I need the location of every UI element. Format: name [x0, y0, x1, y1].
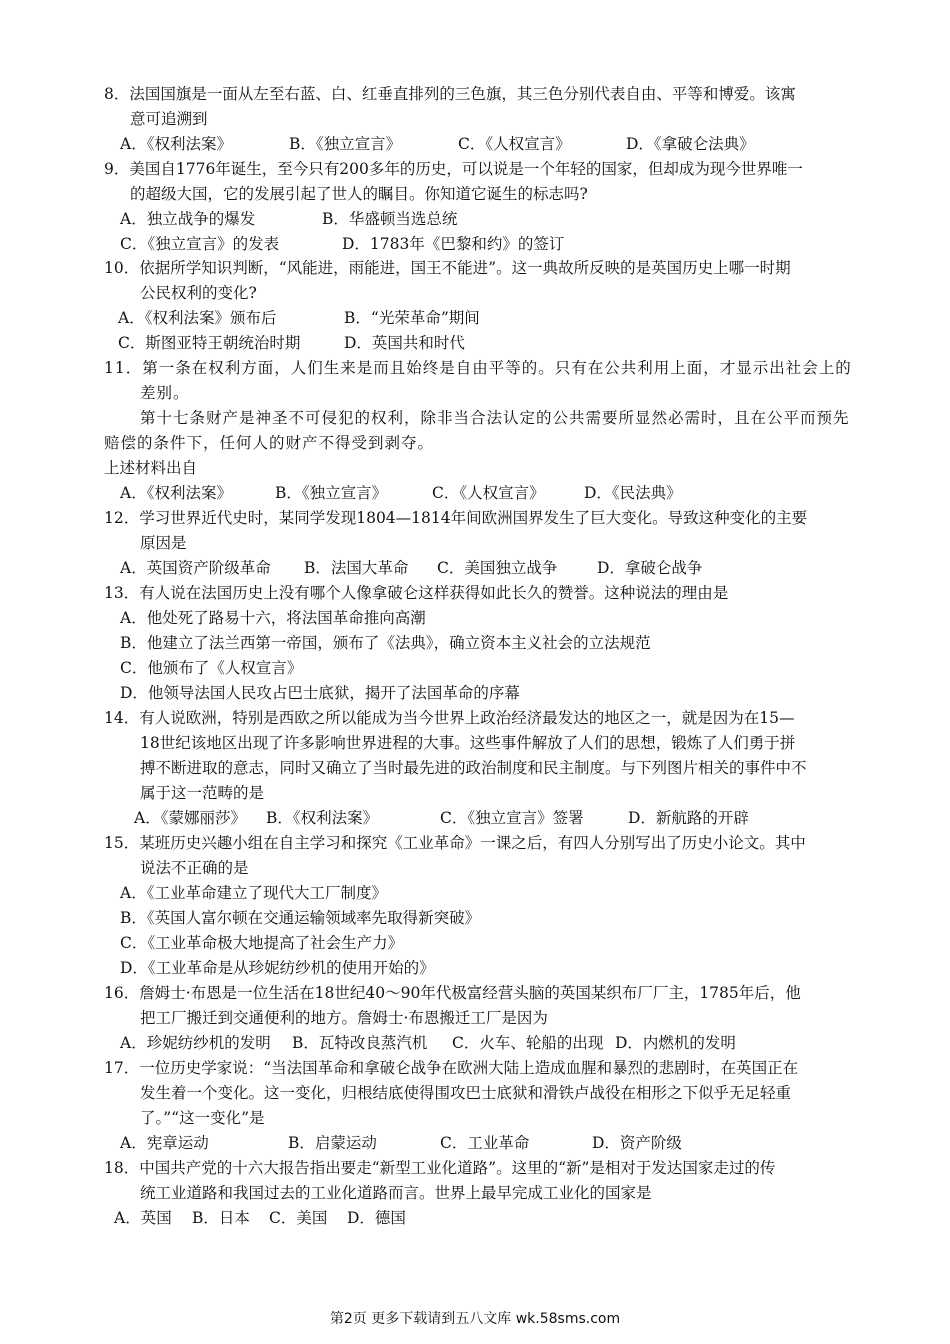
q9-option-d: D．1783年《巴黎和约》的签订 [342, 235, 565, 253]
q17-option-a: A．宪章运动 [120, 1134, 209, 1152]
q17-stem-2: 发生着一个变化。这一变化，归根结底使得围攻巴士底狱和滑铁卢战役在相形之下似乎无足轻重 [140, 1084, 792, 1102]
q10-stem-1: 10．依据所学知识判断，“风能进，雨能进，国王不能进”。这一典故所反映的是英国历史上哪一时期 [104, 259, 791, 277]
q10-option-b: B．“光荣革命”期间 [344, 309, 480, 327]
q18-option-b: B．日本 [192, 1209, 250, 1227]
q15-stem-1: 15．某班历史兴趣小组在自主学习和探究《工业革命》一课之后，有四人分别写出了历史小论文。其中 [104, 834, 806, 852]
q8-option-c: C．《人权宣言》 [458, 135, 571, 153]
q9-option-a: A．独立战争的爆发 [120, 210, 256, 228]
q10-stem-2: 公民权利的变化? [140, 284, 257, 302]
q13-stem-1: 13．有人说在法国历史上没有哪个人像拿破仑这样获得如此长久的赞誉。这种说法的理由是 [104, 584, 729, 602]
page-footer: 第2页 更多下载请到五八文库 wk.58sms.com [329, 1311, 621, 1327]
q15-option-b: B．《英国人富尔顿在交通运输领域率先取得新突破》 [120, 909, 481, 927]
q8-option-d: D．《拿破仑法典》 [626, 135, 755, 153]
q8-option-b: B．《独立宣言》 [289, 135, 402, 153]
q16-option-d: D．内燃机的发明 [615, 1034, 736, 1052]
q11-stem-4: 赔偿的条件下，任何人的财产不得受到剥夺。 [104, 434, 435, 452]
q12-option-c: C．美国独立战争 [437, 559, 558, 577]
q11-option-b: B．《独立宣言》 [275, 484, 388, 502]
q10-option-c: C．斯图亚特王朝统治时期 [118, 334, 301, 352]
q14-stem-3: 搏不断进取的意志，同时又确立了当时最先进的政治制度和民主制度。与下列图片相关的事件中不 [140, 759, 807, 777]
q13-option-a: A．他处死了路易十六，将法国革命推向高潮 [120, 609, 426, 627]
q16-stem-1: 16．詹姆士·布恩是一位生活在18世纪40～90年代极富经营头脑的英国某织布厂厂主，1785年后，他 [104, 984, 801, 1002]
q17-option-d: D．资产阶级 [592, 1134, 682, 1152]
q11-stem-1: 11．第一条在权利方面，人们生来是而且始终是自由平等的。只有在公共利用上面，才显示出社会上的 [104, 359, 852, 377]
q8-stem-1: 8．法国国旗是一面从左至右蓝、白、红垂直排列的三色旗，其三色分别代表自由、平等和博爱。该寓 [104, 85, 796, 103]
q15-option-d: D．《工业革命是从珍妮纺纱机的使用开始的》 [120, 959, 435, 977]
q18-stem-2: 统工业道路和我国过去的工业化道路而言。世界上最早完成工业化的国家是 [140, 1184, 652, 1202]
q13-option-c: C．他颁布了《人权宣言》 [120, 659, 303, 677]
q14-stem-1: 14．有人说欧洲，特别是西欧之所以能成为当今世界上政治经济最发达的地区之一，就是因为在15— [104, 709, 795, 727]
q12-stem-2: 原因是 [140, 534, 187, 552]
q14-stem-2: 18世纪该地区出现了许多影响世界进程的大事。这些事件解放了人们的思想，锻炼了人们勇于拼 [140, 734, 796, 752]
q16-option-b: B．瓦特改良蒸汽机 [292, 1034, 428, 1052]
q18-stem-1: 18．中国共产党的十六大报告指出要走“新型工业化道路”。这里的“新”是相对于发达国家走过的传 [104, 1159, 776, 1177]
q14-option-c: C．《独立宣言》签署 [440, 809, 584, 827]
q15-option-c: C．《工业革命极大地提高了社会生产力》 [120, 934, 404, 952]
q11-stem-2: 差别。 [140, 384, 190, 402]
q12-option-d: D．拿破仑战争 [597, 559, 703, 577]
q18-option-d: D．德国 [347, 1209, 406, 1227]
q11-option-c: C．《人权宣言》 [432, 484, 545, 502]
q8-option-a: A．《权利法案》 [120, 135, 232, 153]
q16-option-c: C．火车、轮船的出现 [452, 1034, 604, 1052]
q17-option-b: B．启蒙运动 [288, 1134, 377, 1152]
q17-stem-1: 17．一位历史学家说：“当法国革命和拿破仑战争在欧洲大陆上造成血腥和暴烈的悲剧时，在英国正在 [104, 1059, 799, 1077]
q16-stem-2: 把工厂搬迁到交通便利的地方。詹姆士·布恩搬迁工厂是因为 [140, 1009, 548, 1027]
q11-option-d: D．《民法典》 [584, 484, 682, 502]
q12-option-b: B．法国大革命 [304, 559, 409, 577]
q9-stem-2: 的超级大国，它的发展引起了世人的瞩目。你知道它诞生的标志吗? [130, 185, 588, 203]
q13-option-b: B．他建立了法兰西第一帝国，颁布了《法典》，确立资本主义社会的立法规范 [120, 634, 651, 652]
q11-stem-3: 第十七条财产是神圣不可侵犯的权利，除非当合法认定的公共需要所显然必需时，且在公平而预先 [140, 409, 850, 427]
q14-option-d: D．新航路的开辟 [628, 809, 749, 827]
q18-option-a: A．英国 [114, 1209, 172, 1227]
q12-option-a: A．英国资产阶级革命 [120, 559, 271, 577]
q10-option-d: D．英国共和时代 [344, 334, 465, 352]
q18-option-c: C．美国 [269, 1209, 328, 1227]
q14-option-b: B．《权利法案》 [266, 809, 379, 827]
q13-option-d: D．他领导法国人民攻占巴士底狱，揭开了法国革命的序幕 [120, 684, 520, 702]
q14-stem-4: 属于这一范畴的是 [140, 784, 265, 802]
q15-option-a: A．《工业革命建立了现代大工厂制度》 [120, 884, 387, 902]
q11-stem-5: 上述材料出自 [104, 459, 198, 477]
q8-stem-2: 意可追溯到 [130, 110, 208, 128]
q17-option-c: C．工业革命 [440, 1134, 530, 1152]
q11-option-a: A．《权利法案》 [120, 484, 232, 502]
q14-option-a: A．《蒙娜丽莎》 [134, 809, 246, 827]
q12-stem-1: 12．学习世界近代史时，某同学发现1804—1814年间欧洲国界发生了巨大变化。导致这种变化的主要 [104, 509, 808, 527]
q9-option-b: B．华盛顿当选总统 [322, 210, 458, 228]
q9-stem-1: 9．美国自1776年诞生，至今只有200多年的历史，可以说是一个年轻的国家，但却成为现今世界唯一 [104, 160, 803, 178]
q16-option-a: A．珍妮纺纱机的发明 [120, 1034, 271, 1052]
q17-stem-3: 了。”“这一变化”是 [140, 1109, 265, 1127]
q15-stem-2: 说法不正确的是 [140, 859, 249, 877]
q9-option-c: C．《独立宣言》的发表 [120, 235, 280, 253]
q10-option-a: A．《权利法案》颁布后 [118, 309, 277, 327]
